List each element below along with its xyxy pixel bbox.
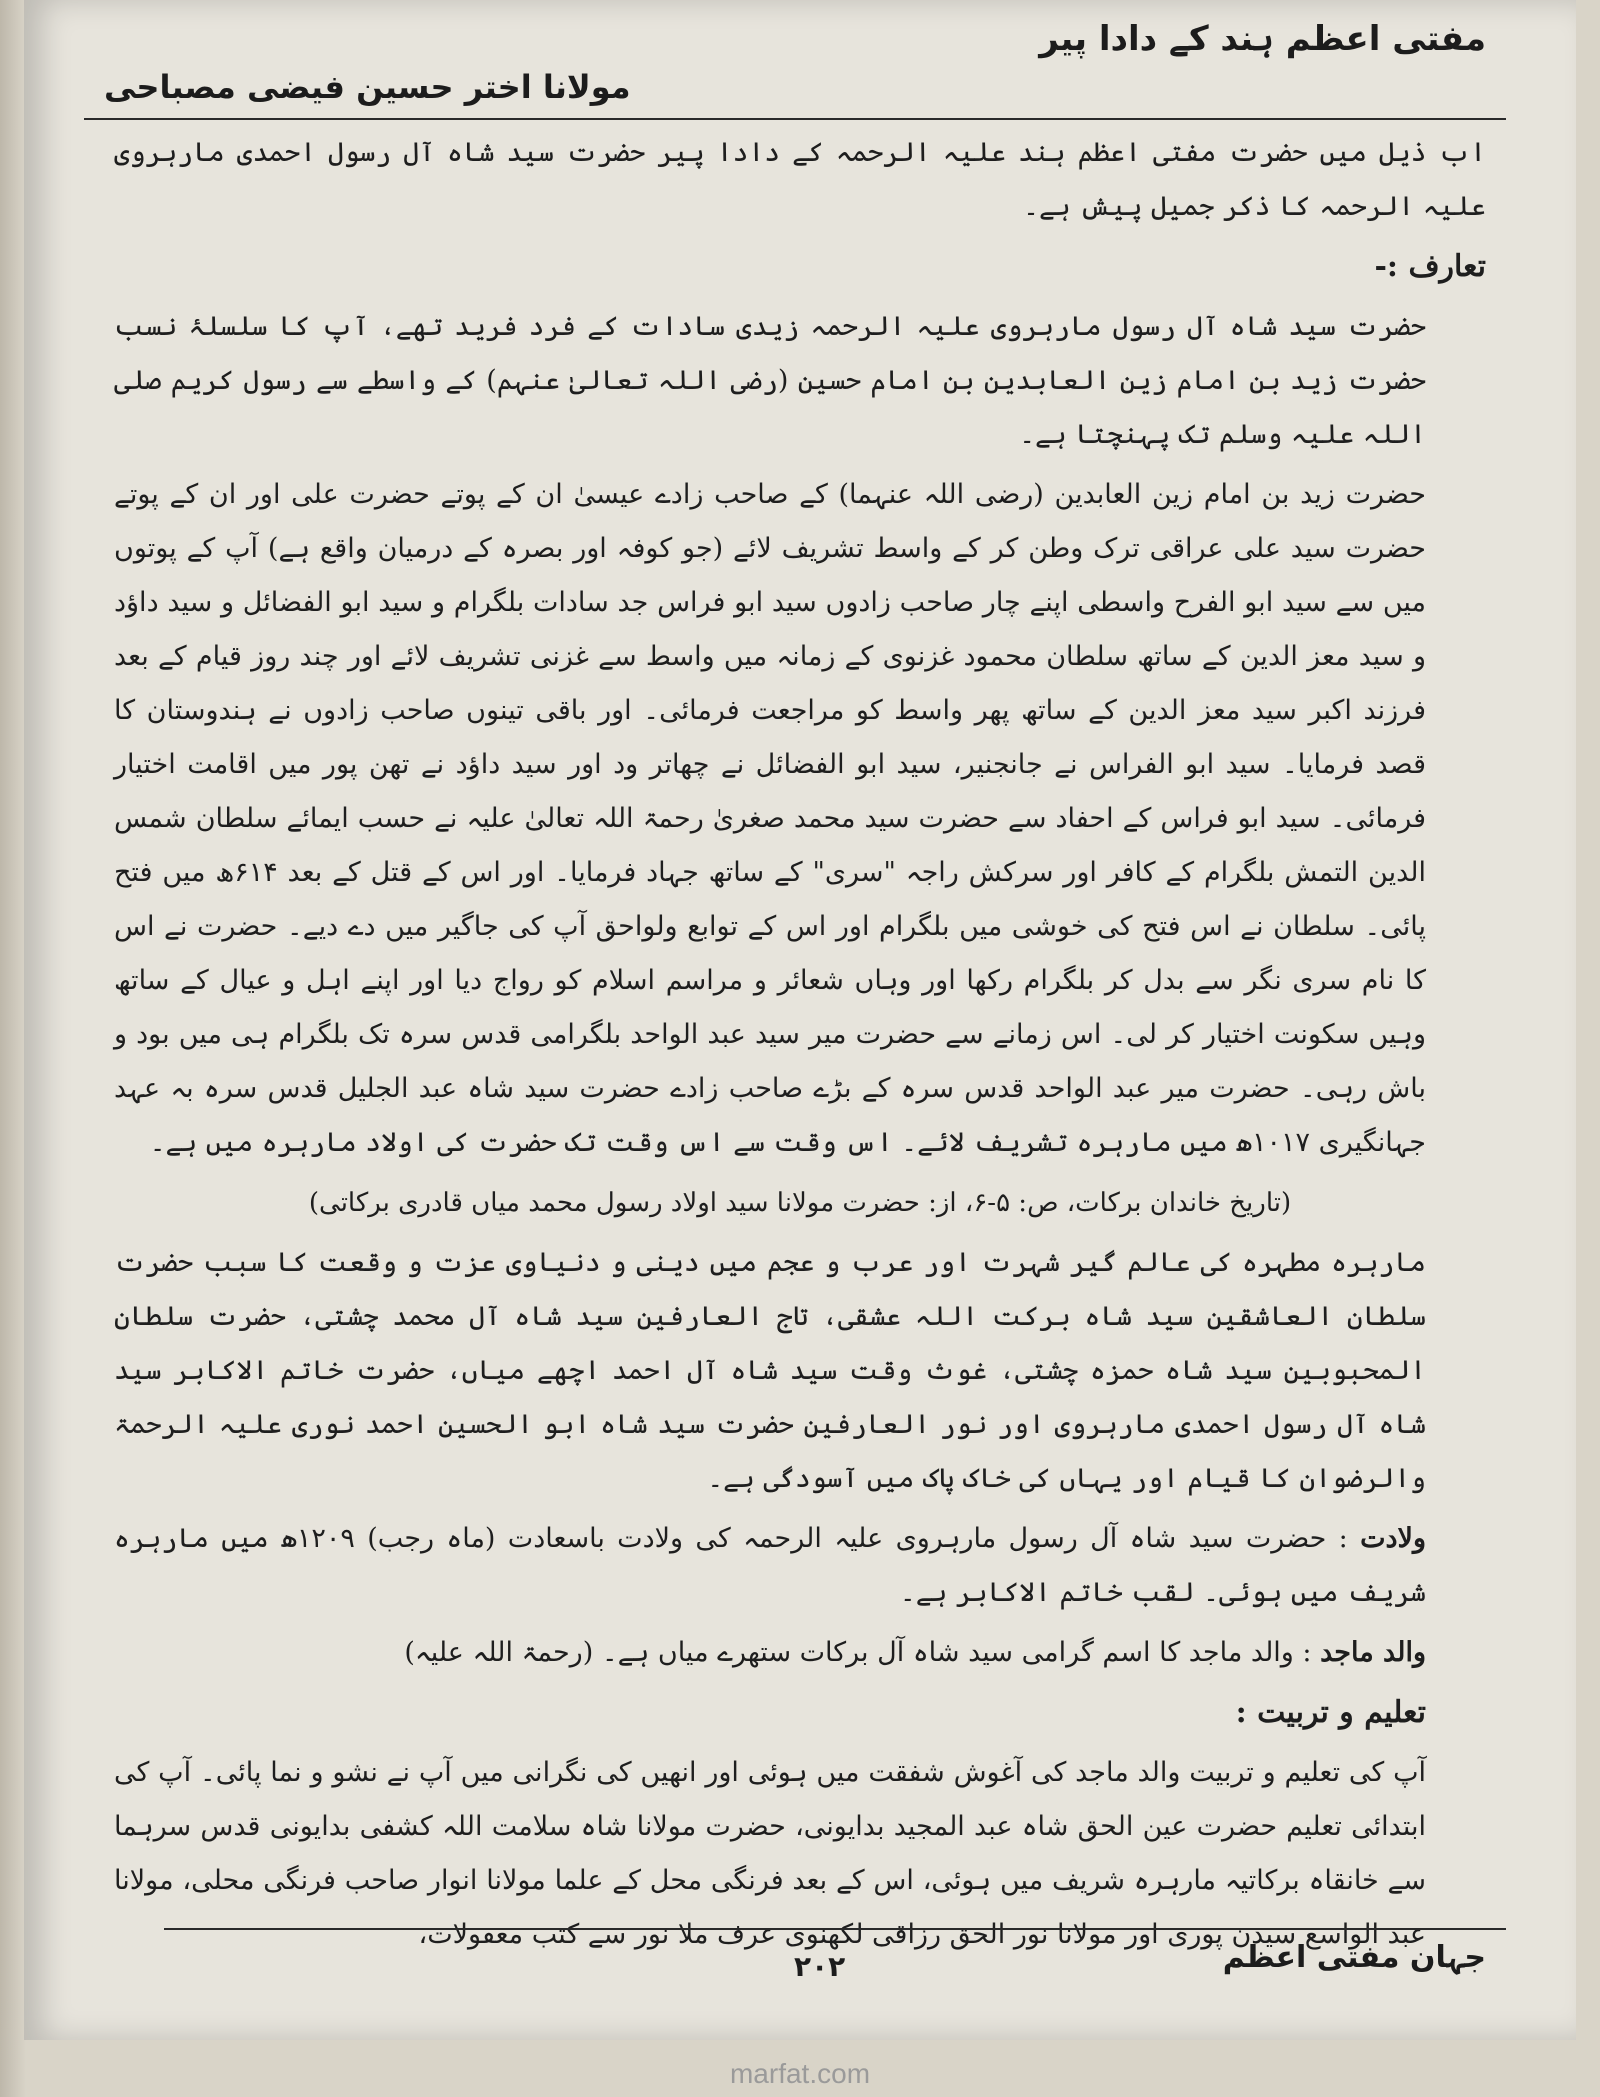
- heading-taleem: تعلیم و تربیت :: [1235, 1695, 1426, 1730]
- walid-text: : والد ماجد کا اسم گرامی سید شاہ آل برکات ستھرے میاں ہے۔ (رحمۃ اللہ علیہ): [404, 1637, 1312, 1668]
- heading-taaruf: تعارف :-: [1374, 249, 1486, 284]
- author-name: مولانا اختر حسین فیضی مصباحی: [104, 68, 631, 106]
- paragraph-lineage: حضرت سید شاہ آل رسول مارہروی علیہ الرحمہ زیدی سادات کے فرد فرید تھے، آپ کا سلسلۂ نسب حضرت زید بن امام زین العابدین بن امام حسین (رضی اللہ تعالیٰ عنہم) کے واسطے سے رسول کریم صلی اللہ علیہ وسلم تک پہنچتا ہے۔: [114, 311, 1426, 450]
- wiladat-text: : حضرت سید شاہ آل رسول مارہروی علیہ الرحمہ کی ولادت باسعادت (ماہ رجب) ۱۲۰۹ھ میں مارہرہ شریف میں ہوئی۔ لقب خاتم الاکابر ہے۔: [114, 1523, 1426, 1608]
- paragraph-marehra: مارہرہ مطہرہ کی عالم گیر شہرت اور عرب و عجم میں دینی و دنیاوی عزت و وقعت کا سبب حضرت سلطان العاشقین سید شاہ برکت اللہ عشقی، تاج العارفین سید شاہ آل محمد چشتی، حضرت سلطان المحبوبین سید شاہ حمزہ چشتی، غوث وقت سید شاہ آل احمد اچھے میاں، حضرت خاتم الاکابر سید شاہ آل رسول احمدی مارہروی اور نور العارفین حضرت سید شاہ ابو الحسین احمد نوری علیہ الرحمۃ والرضوان کا قیام اور یہاں کی خاک پاک میں آسودگی ہے۔: [114, 1247, 1426, 1494]
- walid-label: والد ماجد: [1320, 1637, 1426, 1668]
- paragraph-history: حضرت زید بن امام زین العابدین (رضی اللہ عنہما) کے صاحب زادے عیسیٰ ان کے پوتے حضرت علی اور ان کے پوتے حضرت سید علی عراقی ترک وطن کر کے واسط تشریف لائے (جو کوفہ اور بصرہ کے درمیان واقع ہے) آپ کے پوتوں میں سے سید ابو الفرح واسطی اپنے چار صاحب زادوں سید ابو فراس جد سادات بلگرام و سید ابو الفضائل و سید داؤد و سید معز الدین کے ساتھ سلطان محمود غزنوی کے زمانہ میں واسط سے غزنی تشریف لائے اور چند روز قیام کے بعد فرزند اکبر سید معز الدین کے ساتھ پھر واسط کو مراجعت فرمائی۔ اور باقی تینوں صاحب زادوں نے ہندوستان کا قصد فرمایا۔ سید ابو الفراس نے جانجنیر، سید ابو الفضائل نے چھاتر ود اور سید داؤد نے تھن پور میں اقامت اختیار فرمائی۔ سید ابو فراس کے احفاد سے حضرت سید محمد صغریٰ رحمۃ اللہ تعالیٰ علیہ نے حسب ایمائے سلطان شمس الدین التمش بلگرام کے کافر اور سرکش راجہ "سری" کے ساتھ جہاد فرمایا۔ اور اس کے قتل کے بعد ۶۱۴ھ میں فتح پائی۔ سلطان نے اس فتح کی خوشی میں بلگرام اور اس کے توابع ولواحق آپ کی جاگیر میں دے دیے۔ حضرت نے اس کا نام سری نگر سے بدل کر بلگرام رکھا اور وہاں شعائر و مراسم اسلام کو رواج دیا اور اپنے اہل و عیال کے ساتھ وہیں سکونت اختیار کر لی۔ اس زمانے سے حضرت میر سید عبد الواحد بلگرامی قدس سرہ تک بلگرام ہی میں بود و باش رہی۔ حضرت میر عبد الواحد قدس سرہ کے بڑے صاحب زادے حضرت سید شاہ عبد الجلیل قدس سرہ بہ عہد جہانگیری ۱۰۱۷ھ میں مارہرہ تشریف لائے۔ اس وقت سے اس وقت تک حضرت کی اولاد مارہرہ میں ہے۔: [114, 479, 1426, 1158]
- wiladat-section: [114, 1512, 1486, 1620]
- book-page: [24, 0, 1576, 2040]
- page-binding-edge: [0, 0, 26, 2097]
- footer-divider: [164, 1928, 1506, 1930]
- article-body: [114, 126, 1486, 1968]
- running-title: مفتی اعظم ہند کے دادا پیر: [1039, 19, 1486, 59]
- paragraph-education: آپ کی تعلیم و تربیت والد ماجد کی آغوش شفقت میں ہوئی اور انھیں کی نگرانی میں آپ نے نشو و نما پائی۔ آپ کی ابتدائی تعلیم حضرت عین الحق شاہ عبد المجید بدایونی، حضرت مولانا شاہ سلامت اللہ کشفی بدایونی قدس سرہما سے خانقاہ برکاتیہ مارہرہ شریف میں ہوئی، اس کے بعد فرنگی محل کے علما مولانا انوار صاحب فرنگی محلی، مولانا عبد الواسع سیدن پوری اور مولانا نور الحق رزاقی لکھنوی عرف ملا نور سے کتب معقولات،: [114, 1757, 1426, 1950]
- wiladat-label: ولادت: [1360, 1523, 1426, 1554]
- page-number: ۲۰۲: [794, 1950, 846, 1983]
- watermark-text: marfat.com: [729, 2058, 871, 2089]
- header-divider: [84, 118, 1506, 120]
- intro-paragraph: اب ذیل میں حضرت مفتی اعظم ہند علیہ الرحمہ کے دادا پیر حضرت سید شاہ آل رسول احمدی مارہروی علیہ الرحمہ کا ذکر جمیل پیش ہے۔: [114, 137, 1486, 222]
- walid-section: [114, 1626, 1486, 1680]
- footer-book-title: جہان مفتی اعظم: [1222, 1940, 1486, 1975]
- reference-citation: (تاریخ خاندان برکات، ص: ۵-۶، از: حضرت مولانا سید اولاد رسول محمد میاں قادری برکاتی): [308, 1188, 1292, 1218]
